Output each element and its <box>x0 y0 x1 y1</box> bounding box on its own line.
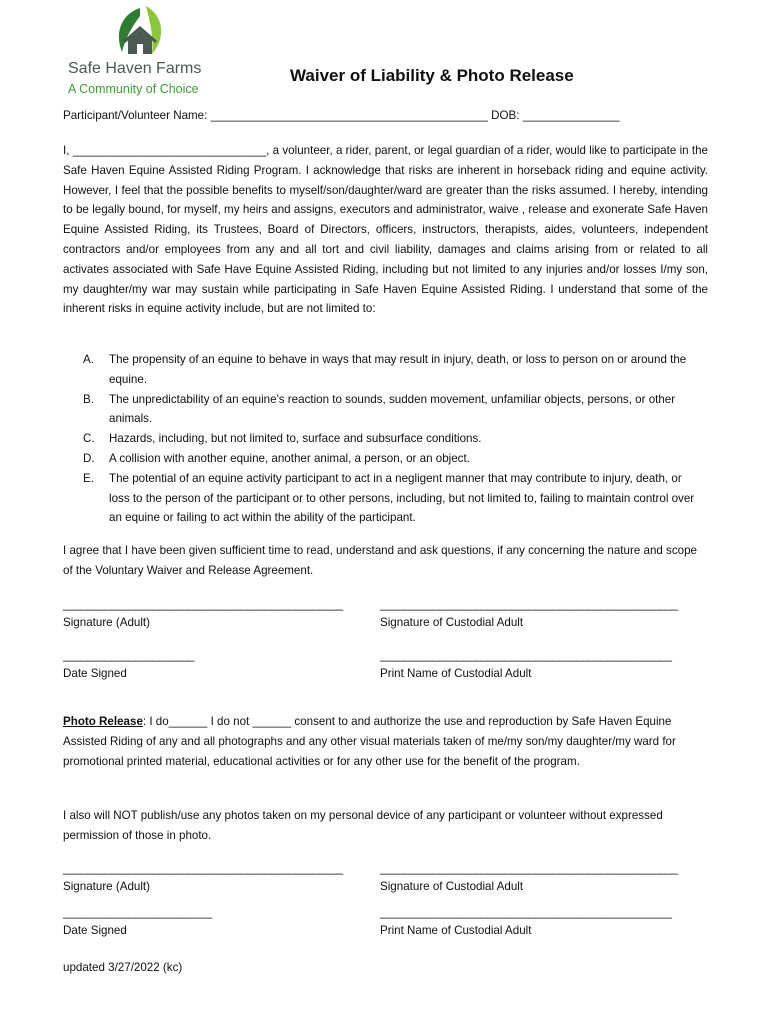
custodial-signature-label: Signature of Custodial Adult <box>380 880 524 893</box>
updated-note: updated 3/27/2022 (kc) <box>63 961 183 974</box>
page-title: Waiver of Liability & Photo Release <box>290 66 574 85</box>
org-tagline: A Community of Choice <box>68 82 199 96</box>
main-paragraph: I, ______________________________, a volunteer, a rider, parent, or legal guardian of a rider, would like to participate in the Safe Haven Equine Assisted Riding Program. I acknowledge that risks are inherent in horseback riding and equine activity. However, I feel that the possible benefits to myself/son/daughter/ward are greater than the risks assumed. I hereby, intending to be legally bound, for myself, my heirs and assigns, executors and administrator, waive , release and exonerate Safe Haven Equine Assisted Riding, its Trustees, Board of Directors, officers, instructors, therapists, aides, volunteers, independent contractors and/or employees from any and all tort and civil liability, damages and claims arising from or related to all activates associated with Safe Have Equine Assisted Riding, including but not limited to any injuries and/or losses I/my son, my daughter/my war may sustain while participating in Safe Haven Equine Assisted Riding. I understand that some of the inherent risks in equine activity include, but are not limited to: <box>63 144 708 316</box>
custodial-signature-label: Signature of Custodial Adult <box>380 616 524 629</box>
date-signed-line[interactable]: _________________________ <box>63 906 212 919</box>
adult-signature-line[interactable]: _______________________________________________ <box>63 598 343 611</box>
print-name-block <box>380 649 671 680</box>
photo-release-heading: Photo Release <box>63 715 143 728</box>
risk-list <box>83 350 703 528</box>
list-marker: A. <box>83 353 94 366</box>
date-signed-label: Date Signed <box>63 924 127 937</box>
date-signed-label: Date Signed <box>63 667 127 680</box>
list-item <box>83 429 703 449</box>
adult-signature-label: Signature (Adult) <box>63 880 150 893</box>
photo-release-paragraph <box>63 712 708 772</box>
date-signed-block <box>63 649 194 680</box>
adult-signature-block <box>63 598 343 629</box>
date-signed-block <box>63 906 212 937</box>
print-name-line[interactable]: _________________________________________________ <box>380 649 672 662</box>
adult-signature-block <box>63 862 343 893</box>
no-publish-paragraph: I also will NOT publish/use any photos taken on my personal device of any participant or volunteer without expressed permission of those in photo. <box>63 809 663 842</box>
list-text: The propensity of an equine to behave in ways that may result in injury, death, or loss to person on or around the equine. <box>109 353 687 386</box>
list-text: A collision with another equine, another animal, a person, or an object. <box>109 451 470 465</box>
name-blank[interactable]: ___________________________________________ <box>210 109 488 122</box>
adult-signature-label: Signature (Adult) <box>63 616 150 629</box>
date-signed-line[interactable]: ______________________ <box>63 649 194 662</box>
name-label: Participant/Volunteer Name: <box>63 109 208 122</box>
custodial-signature-line[interactable]: __________________________________________________ <box>380 862 678 875</box>
custodial-signature-block <box>380 862 677 893</box>
list-item <box>83 449 703 469</box>
list-marker: C. <box>83 432 95 446</box>
org-name: Safe Haven Farms <box>68 60 202 77</box>
list-marker: B. <box>83 392 94 406</box>
leaf-house-icon <box>110 6 170 60</box>
list-item <box>83 469 703 528</box>
custodial-signature-line[interactable]: __________________________________________________ <box>380 598 678 611</box>
list-item <box>83 390 703 430</box>
participant-line <box>63 109 619 122</box>
print-name-label: Print Name of Custodial Adult <box>380 667 532 680</box>
list-marker: E. <box>83 471 94 485</box>
custodial-signature-block <box>380 598 677 629</box>
agreement-paragraph: I agree that I have been given sufficient time to read, understand and ask questions, if any concerning the nature and scope of the Voluntary Waiver and Release Agreement. <box>63 544 697 577</box>
adult-signature-line[interactable]: _______________________________________________ <box>63 862 343 875</box>
photo-release-text: : I do______ I do not ______ consent to and authorize the use and reproduction by Safe Haven Equine Assisted Riding of any and all photographs and any other visual materials taken of me/my son/my daughter/my ward for promotional printed material, educational activities or for any other use for the benefit of the program. <box>63 715 676 768</box>
dob-blank[interactable]: _______________ <box>522 109 620 122</box>
list-item <box>83 350 703 390</box>
print-name-line[interactable]: _________________________________________________ <box>380 906 672 919</box>
list-text: Hazards, including, but not limited to, surface and subsurface conditions. <box>109 432 482 446</box>
print-name-block <box>380 906 671 937</box>
list-text: The potential of an equine activity participant to act in a negligent manner that may contribute to injury, death, or loss to the person of the participant or to other persons, including, but not limited to, failing to maintain control over an equine or failing to act within the ability of the participant. <box>109 471 695 525</box>
list-marker: D. <box>83 451 95 465</box>
print-name-label: Print Name of Custodial Adult <box>380 924 532 937</box>
logo <box>62 6 222 98</box>
list-text: The unpredictability of an equine's reaction to sounds, sudden movement, unfamiliar objects, persons, or other animals. <box>109 392 676 426</box>
dob-label: DOB: <box>491 109 520 122</box>
